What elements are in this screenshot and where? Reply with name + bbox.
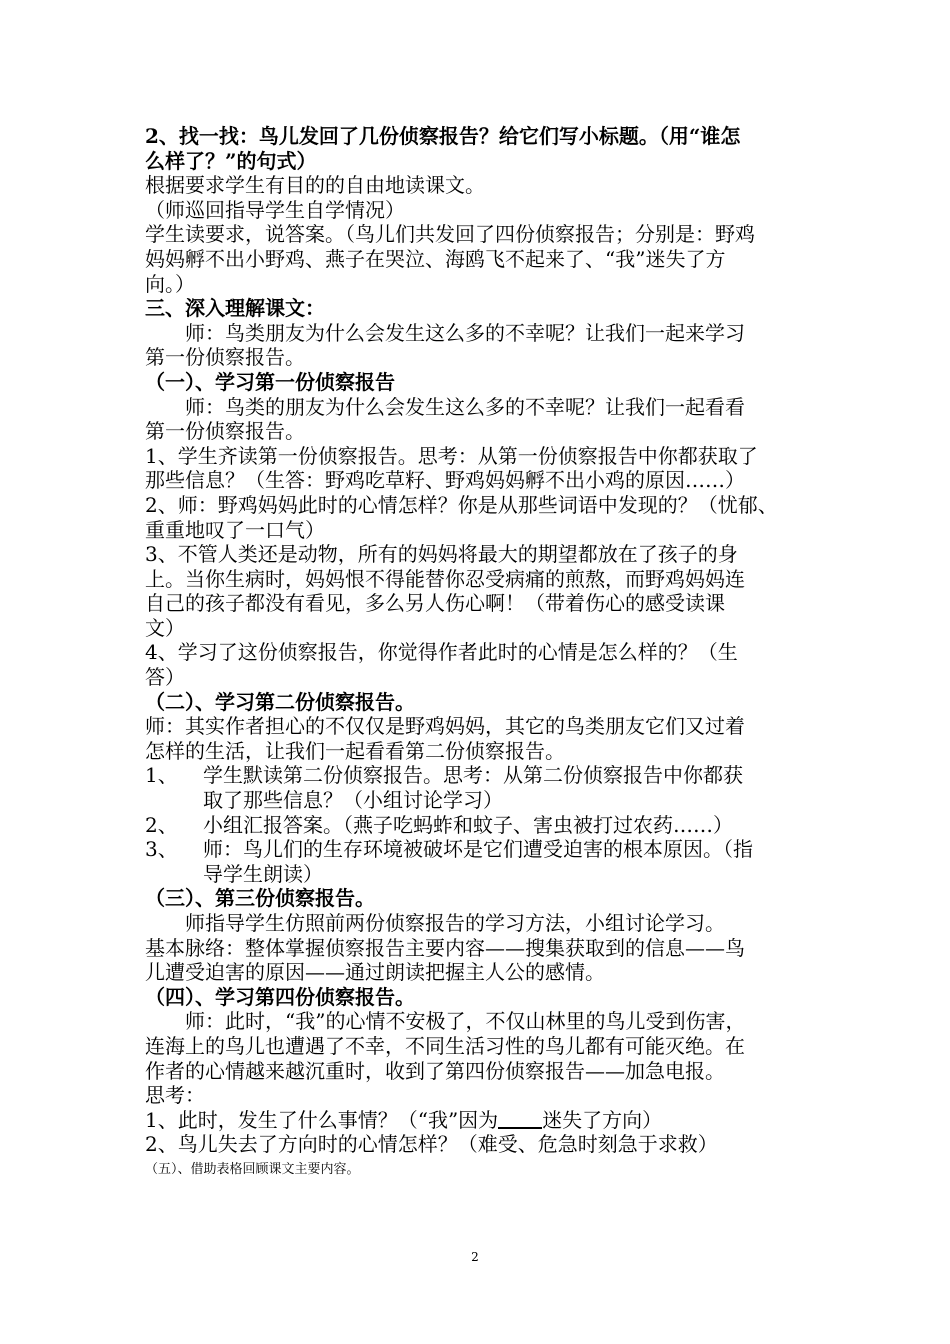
paragraph: 师：此时，“我”的心情不安极了，不仅山林里的鸟儿受到伤害， (185, 1009, 746, 1034)
list-item (145, 763, 825, 788)
paragraph: 学生读要求，说答案。（鸟儿们共发回了四份侦察报告；分别是：野鸡 (145, 222, 755, 247)
document-body (145, 124, 825, 1181)
paragraph: 怎样的生活，让我们一起看看第二份侦察报告。 (145, 738, 565, 763)
paragraph: 基本脉络：整体掌握侦察报告主要内容——搜集获取到的信息——鸟 (145, 935, 745, 960)
paragraph: 思考： (145, 1083, 205, 1108)
list-number: 3、 (145, 837, 178, 862)
paragraph: 2、师：野鸡妈妈此时的心情怎样？你是从那些词语中发现的？（忧郁、 (145, 492, 778, 517)
paragraph: 重重地叹了一口气） (145, 517, 325, 542)
page-number: 2 (471, 1250, 479, 1264)
paragraph: 上。当你生病时，妈妈恨不得能替你忍受病痛的煎熬，而野鸡妈妈连 (145, 566, 745, 591)
paragraph: （师巡回指导学生自学情况） (145, 197, 405, 222)
paragraph: 第一份侦察报告。 (145, 345, 305, 370)
paragraph: 那些信息？（生答：野鸡吃草籽、野鸡妈妈孵不出小鸡的原因……） (145, 468, 745, 493)
paragraph: 根据要求学生有目的的自由地读课文。 (145, 173, 485, 198)
task-2-heading: 2、找一找：鸟儿发回了几份侦察报告？给它们写小标题。（用“谁怎 (145, 124, 741, 148)
list-number: 1、 (145, 763, 178, 788)
paragraph: 自己的孩子都没有看见，多么另人伤心啊！（带着伤心的感受读课 (145, 591, 725, 616)
list-item-text: 学生默读第二份侦察报告。思考：从第二份侦察报告中你都获 (203, 763, 743, 788)
paragraph: 答） (145, 665, 185, 690)
paragraph: 师：鸟类的朋友为什么会发生这么多的不幸呢？让我们一起看看 (185, 394, 745, 419)
subsection-1-heading: （一）、学习第一份侦察报告 (145, 369, 395, 394)
list-item-text: 小组汇报答案。（燕子吃蚂蚱和蚊子、害虫被打过农药……） (203, 812, 733, 837)
paragraph: 师：其实作者担心的不仅仅是野鸡妈妈，其它的鸟类朋友它们又过着 (145, 714, 745, 739)
paragraph: 向。） (145, 271, 195, 296)
question-1-text-end: 迷失了方向） (542, 1107, 663, 1132)
paragraph: 连海上的鸟儿也遭遇了不幸，不同生活习性的鸟儿都有可能灭绝。在 (145, 1033, 745, 1058)
paragraph: 师：鸟类朋友为什么会发生这么多的不幸呢？让我们一起来学习 (185, 320, 745, 345)
list-item (145, 837, 825, 862)
section-3-heading: 三、深入理解课文： (145, 296, 325, 321)
paragraph: 4、学习了这份侦察报告，你觉得作者此时的心情是怎么样的？（生 (145, 640, 738, 665)
list-number: 2、 (145, 812, 178, 837)
list-item-text: 师：鸟儿们的生存环境被破坏是它们遭受迫害的根本原因。（指 (203, 837, 753, 862)
paragraph: 师指导学生仿照前两份侦察报告的学习方法，小组讨论学习。 (185, 911, 725, 935)
paragraph: 妈妈孵不出小野鸡、燕子在哭泣、海鸥飞不起来了、“我”迷失了方 (145, 246, 726, 271)
list-item-cont: 取了那些信息？（小组讨论学习） (203, 788, 503, 813)
subsection-2-heading: （二）、学习第二份侦察报告。 (145, 689, 415, 714)
task-2-heading-cont: 么样了？”的句式） (145, 148, 317, 173)
question-1 (145, 1108, 825, 1133)
paragraph: 文） (145, 615, 185, 640)
question-2: 2、鸟儿失去了方向时的心情怎样？（难受、危急时刻急于求救） (145, 1132, 718, 1157)
list-item (145, 813, 825, 838)
paragraph: 3、不管人类还是动物，所有的妈妈将最大的期望都放在了孩子的身 (145, 542, 738, 567)
paragraph: 第一份侦察报告。 (145, 419, 305, 444)
subsection-5-heading: （五）、借助表格回顾课文主要内容。 (145, 1161, 360, 1177)
subsection-4-heading: （四）、学习第四份侦察报告。 (145, 984, 415, 1009)
paragraph: 1、学生齐读第一份侦察报告。思考：从第一份侦察报告中你都获取了 (145, 443, 758, 468)
paragraph: 作者的心情越来越沉重时，收到了第四份侦察报告——加急电报。 (145, 1058, 725, 1083)
subsection-3-heading: （三）、第三份侦察报告。 (145, 886, 375, 911)
question-1-text: 1、此时，发生了什么事情？（“我”因为 (145, 1107, 499, 1132)
paragraph: 儿遭受迫害的原因——通过朗读把握主人公的感情。 (145, 960, 605, 985)
list-item-cont: 导学生朗读） (203, 861, 323, 886)
fill-in-blank (498, 1109, 542, 1129)
